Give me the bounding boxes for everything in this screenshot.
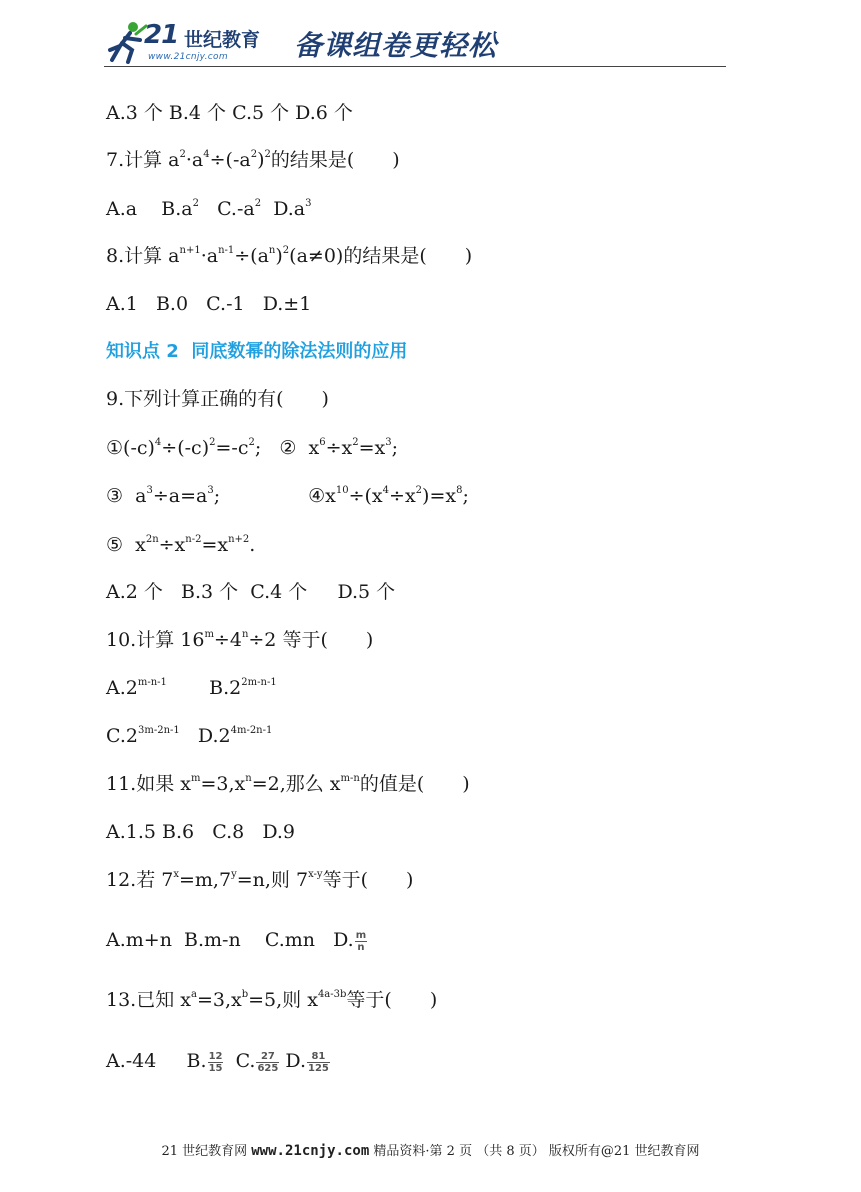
q10-options-cd: $C.2^{3m-2n-1}$ $D.2^{4m-2n-1}$: [106, 725, 273, 747]
question-8: 8.计算 $a^{n+1}\cdot a^{n-1}\div(a^n)^2(a\ne 0)$的结果是( ): [106, 245, 473, 267]
question-7: 7.计算 $a^2\cdot a^4\div(-a^2)^2$的结果是( ): [106, 149, 400, 171]
fraction-m-over-n: $\frac{m}{n}$: [355, 929, 367, 953]
logo-number: 21: [144, 20, 179, 50]
fraction-b: $\frac{12}{15}$: [208, 1050, 223, 1074]
q9-statement-5: ⑤ $x^{2n}\div x^{n-2}=x^{n+2}$.: [106, 534, 256, 556]
logo-text: 世纪教育: [184, 29, 261, 51]
q13-options: A.-44 B. $\frac{12}{15}$ C. $\frac{27}{625}$ D. $\frac{81}{125}$: [106, 1050, 329, 1074]
question-10: 10.计算 $16^m\div 4^n\div 2$ 等于( ): [106, 629, 374, 651]
header-slogan: 备课组卷更轻松: [294, 29, 498, 62]
q7-options: A.a $B.a^2$ $C.-a^2$ $D.a^3$: [106, 198, 312, 220]
q6-options: A.3 个 B.4 个 C.5 个 D.6 个: [106, 102, 353, 124]
q10-options-ab: A.2$^{m-n-1}$ $B.2^{2m-n-1}$: [106, 677, 277, 699]
fraction-d: $\frac{81}{125}$: [307, 1050, 329, 1074]
runner-logo-icon: [106, 20, 148, 64]
q8-options: A.1 B.0 C.-1 D.±1: [106, 293, 312, 315]
header-rule: [104, 66, 726, 67]
question-13: 13.已知 $x^a=3,x^b=5$,则 $x^{4a-3b}$等于( ): [106, 989, 438, 1011]
footer-url[interactable]: www.21cnjy.com: [251, 1143, 370, 1159]
q11-options: A.1.5 B.6 C.8 D.9: [106, 821, 296, 843]
page-header: [104, 18, 726, 72]
question-11: 11.如果 $x^m=3,x^n=2$,那么 $x^{m-n}$的值是( ): [106, 773, 470, 795]
question-12: 12.若 $7^x=m,7^y=n$,则 7$^{x-y}$等于( ): [106, 869, 414, 891]
question-9: 9.下列计算正确的有( ): [106, 388, 329, 410]
q12-options: A.m+n B.m-n C.mn D. $\frac{m}{n}$: [106, 929, 367, 953]
fraction-c: $\frac{27}{625}$: [257, 1050, 279, 1074]
page-footer: 21 世纪教育网 www.21cnjy.com 精品资料·第 2 页 （共 8 页） 版权所有@21 世纪教育网: [161, 1143, 700, 1159]
section-title: 知识点 2 同底数幂的除法法则的应用: [106, 341, 408, 362]
q9-statement-1-2: $①(-c)^4\div(-c)^2=-c^2$; ② $x^6\div x^2=x^3$;: [106, 437, 399, 459]
q9-statement-3-4: ③ $a^3\div a=a^3$; $④x^{10}\div(x^4\div x^2)=x^8$;: [106, 485, 469, 507]
q9-options: A.2 个 B.3 个 C.4 个 D.5 个: [106, 581, 396, 603]
logo-url: www.21cnjy.com: [148, 52, 228, 62]
